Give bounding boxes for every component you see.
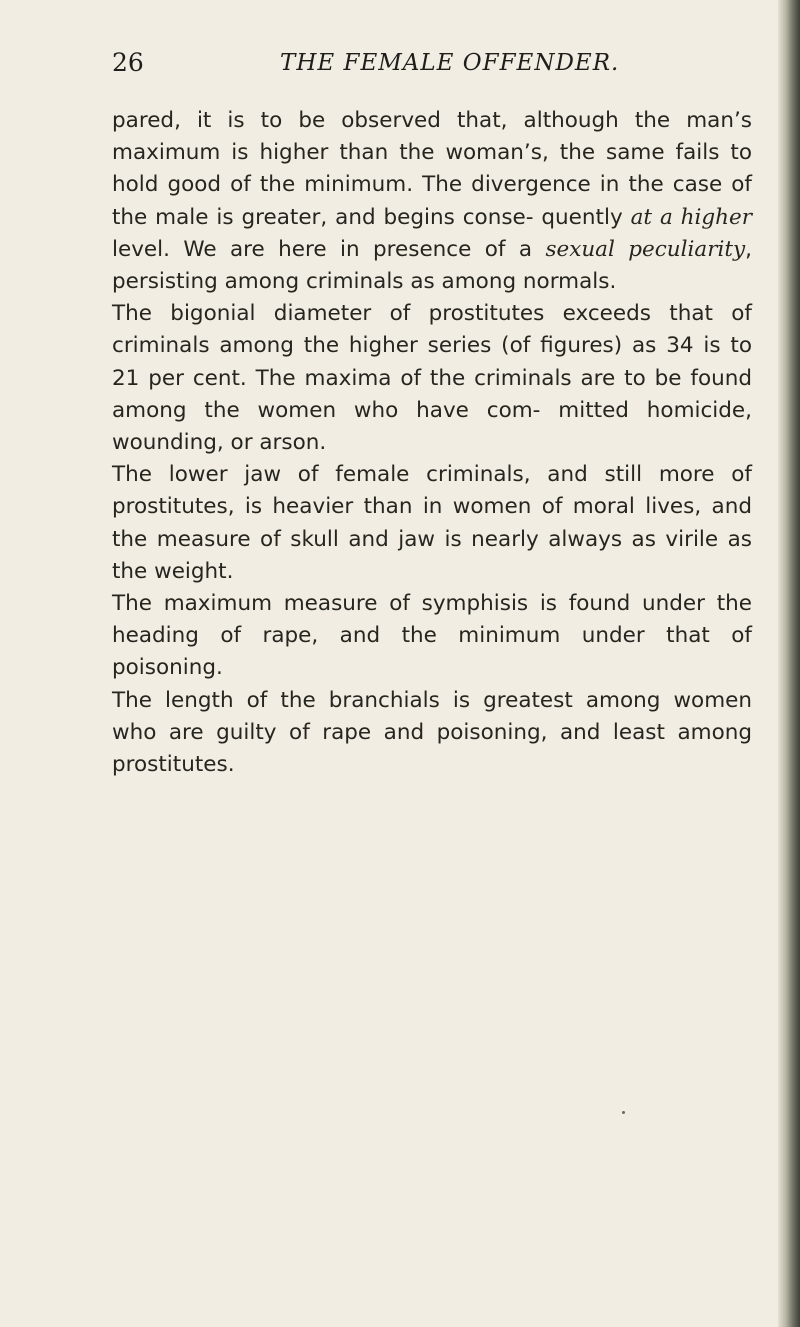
paragraph-1-text-c: , persisting among criminals as among normals.: [112, 236, 752, 295]
italic-phrase-sexual-peculiarity: sexual peculiarity: [545, 236, 746, 262]
page-number: 26: [112, 48, 144, 77]
paper-speck: [622, 1111, 625, 1114]
body-text: [112, 105, 752, 781]
paragraph-1-text-b: level. We are here in presence of a: [112, 236, 546, 262]
paragraph-1: [112, 105, 752, 298]
page-header: [112, 48, 752, 84]
paragraph-4: The maximum measure of symphisis is found under the heading of rape, and the minimum under that of poisoning.: [112, 591, 752, 681]
page-edge-shadow: [778, 0, 800, 1327]
paragraph-3: The lower jaw of female criminals, and still more of prostitutes, is heavier than in women of moral lives, and the measure of skull and jaw is nearly always as virile as the weight.: [112, 462, 752, 584]
paragraph-5: The length of the branchials is greatest among women who are guilty of rape and poisoning, and least among prostitutes.: [112, 687, 752, 778]
paragraph-2: The bigonial diameter of prostitutes exceeds that of criminals among the higher series (of figures) as 34 is to 21 per cent. The maxima of the criminals are to be found among the women who have com- mitted homicide, wounding, or arson.: [112, 301, 752, 456]
paragraph-1-text-a: pared, it is to be observed that, although the man’s maximum is higher than the woman’s, the same fails to hold good of the minimum. The divergence in the case of the male is greater, and begins conse- quently: [112, 108, 752, 230]
italic-phrase-higher: at a higher: [630, 204, 752, 230]
running-head: THE FEMALE OFFENDER.: [280, 50, 620, 76]
